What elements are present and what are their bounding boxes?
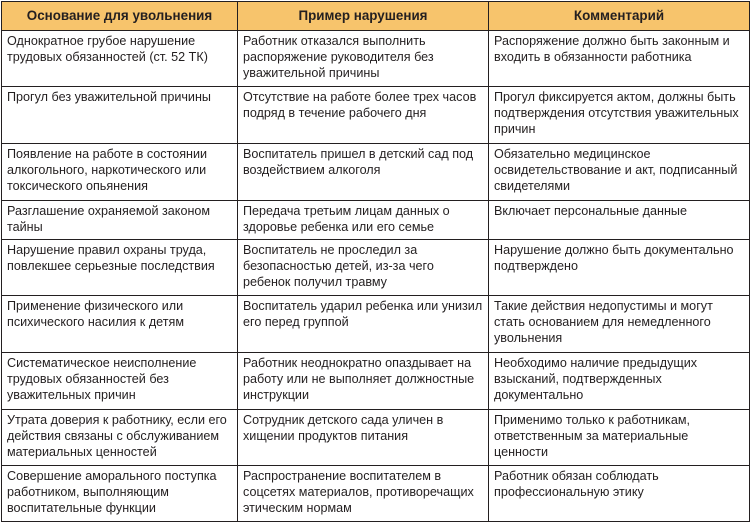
cell-basis: Совершение аморального поступка работником, выполняющим воспитательные функции	[2, 466, 238, 522]
table-row	[2, 31, 750, 87]
cell-basis: Систематическое неисполнение трудовых обязанностей без уважительных причин	[2, 353, 238, 410]
cell-comment: Обязательно медицинское освидетельствование и акт, подписанный свидетелями	[489, 144, 750, 201]
cell-example: Отсутствие на работе более трех часов подряд в течение рабочего дня	[238, 87, 489, 144]
cell-example: Распространение воспитателем в соцсетях материалов, противоречащих этическим нормам	[238, 466, 489, 522]
table-row	[2, 201, 750, 240]
cell-basis: Применение физического или психического насилия к детям	[2, 296, 238, 353]
header-basis: Основание для увольнения	[2, 2, 238, 31]
header-row	[2, 2, 750, 31]
cell-example: Воспитатель не проследил за безопасностью детей, из-за чего ребенок получил травму	[238, 240, 489, 296]
header-example: Пример нарушения	[238, 2, 489, 31]
table-row	[2, 240, 750, 296]
table-row	[2, 353, 750, 410]
cell-comment: Такие действия недопустимы и могут стать основанием для немедленного увольнения	[489, 296, 750, 353]
table-row	[2, 410, 750, 466]
cell-example: Передача третьим лицам данных о здоровье ребенка или его семье	[238, 201, 489, 240]
cell-basis: Однократное грубое нарушение трудовых обязанностей (ст. 52 ТК)	[2, 31, 238, 87]
cell-example: Воспитатель пришел в детский сад под воздействием алкоголя	[238, 144, 489, 201]
table-row	[2, 296, 750, 353]
table-row	[2, 87, 750, 144]
cell-example: Сотрудник детского сада уличен в хищении продуктов питания	[238, 410, 489, 466]
cell-comment: Распоряжение должно быть законным и входить в обязанности работника	[489, 31, 750, 87]
cell-comment: Работник обязан соблюдать профессиональную этику	[489, 466, 750, 522]
cell-example: Работник неоднократно опаздывает на работу или не выполняет должностные инструкции	[238, 353, 489, 410]
table-row	[2, 144, 750, 201]
cell-comment: Включает персональные данные	[489, 201, 750, 240]
cell-basis: Прогул без уважительной причины	[2, 87, 238, 144]
cell-comment: Прогул фиксируется актом, должны быть подтверждения отсутствия уважительных причин	[489, 87, 750, 144]
cell-basis: Появление на работе в состоянии алкогольного, наркотического или токсического опьянения	[2, 144, 238, 201]
header-comment: Комментарий	[489, 2, 750, 31]
cell-comment: Нарушение должно быть документально подтверждено	[489, 240, 750, 296]
table-body	[2, 31, 750, 522]
cell-basis: Нарушение правил охраны труда, повлекшее серьезные последствия	[2, 240, 238, 296]
table-row	[2, 466, 750, 522]
table-header	[2, 2, 750, 31]
dismissal-grounds-table	[1, 1, 750, 522]
cell-comment: Необходимо наличие предыдущих взысканий, подтвержденных документально	[489, 353, 750, 410]
cell-comment: Применимо только к работникам, ответственным за материальные ценности	[489, 410, 750, 466]
cell-basis: Утрата доверия к работнику, если его действия связаны с обслуживанием материальных ценностей	[2, 410, 238, 466]
cell-example: Работник отказался выполнить распоряжение руководителя без уважительной причины	[238, 31, 489, 87]
cell-basis: Разглашение охраняемой законом тайны	[2, 201, 238, 240]
cell-example: Воспитатель ударил ребенка или унизил его перед группой	[238, 296, 489, 353]
